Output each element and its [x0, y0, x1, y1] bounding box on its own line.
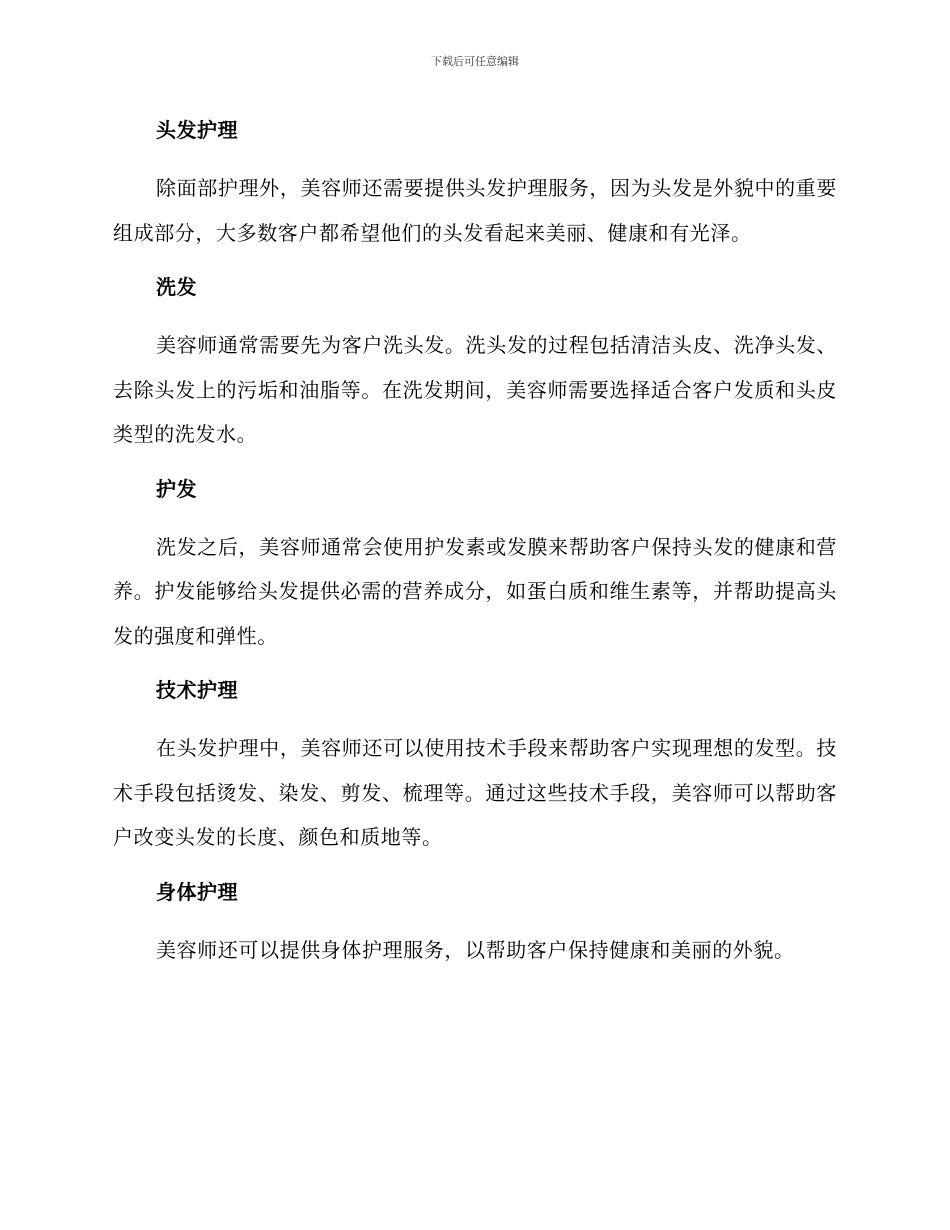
section-heading: 技术护理 [156, 678, 238, 702]
section-heading: 护发 [156, 476, 197, 501]
section-paragraph: 在头发护理中，美容师还可以使用技术手段来帮助客户实现理想的发型。技术手段包括烫发、染发、剪发、梳理等。通过这些技术手段，美容师可以帮助客户改变头发的长度、颜色和质地等。 [113, 736, 837, 849]
section-paragraph: 除面部护理外，美容师还需要提供头发护理服务，因为头发是外貌中的重要组成部分，大多数客户都希望他们的头发看起来美丽、健康和有光泽。 [113, 176, 837, 245]
section-shampoo [113, 265, 837, 457]
section-hair-care [113, 108, 837, 255]
section-body-care [113, 870, 837, 973]
section-technical-care [113, 668, 837, 860]
page-header: 下载后可任意编辑 [431, 55, 519, 68]
section-conditioning [113, 467, 837, 659]
section-heading: 洗发 [156, 275, 197, 299]
section-paragraph: 洗发之后，美容师通常会使用护发素或发膜来帮助客户保持头发的健康和营养。护发能够给头发提供必需的营养成分，如蛋白质和维生素等，并帮助提高头发的强度和弹性。 [113, 534, 837, 648]
section-heading: 头发护理 [156, 118, 238, 142]
section-paragraph: 美容师还可以提供身体护理服务，以帮助客户保持健康和美丽的外貌。 [156, 937, 795, 962]
section-heading: 身体护理 [156, 879, 238, 904]
document-body [113, 108, 837, 972]
section-paragraph: 美容师通常需要先为客户洗头发。洗头发的过程包括清洁头皮、洗净头发、去除头发上的污垢和油脂等。在洗发期间，美容师需要选择适合客户发质和头皮类型的洗发水。 [113, 333, 837, 446]
